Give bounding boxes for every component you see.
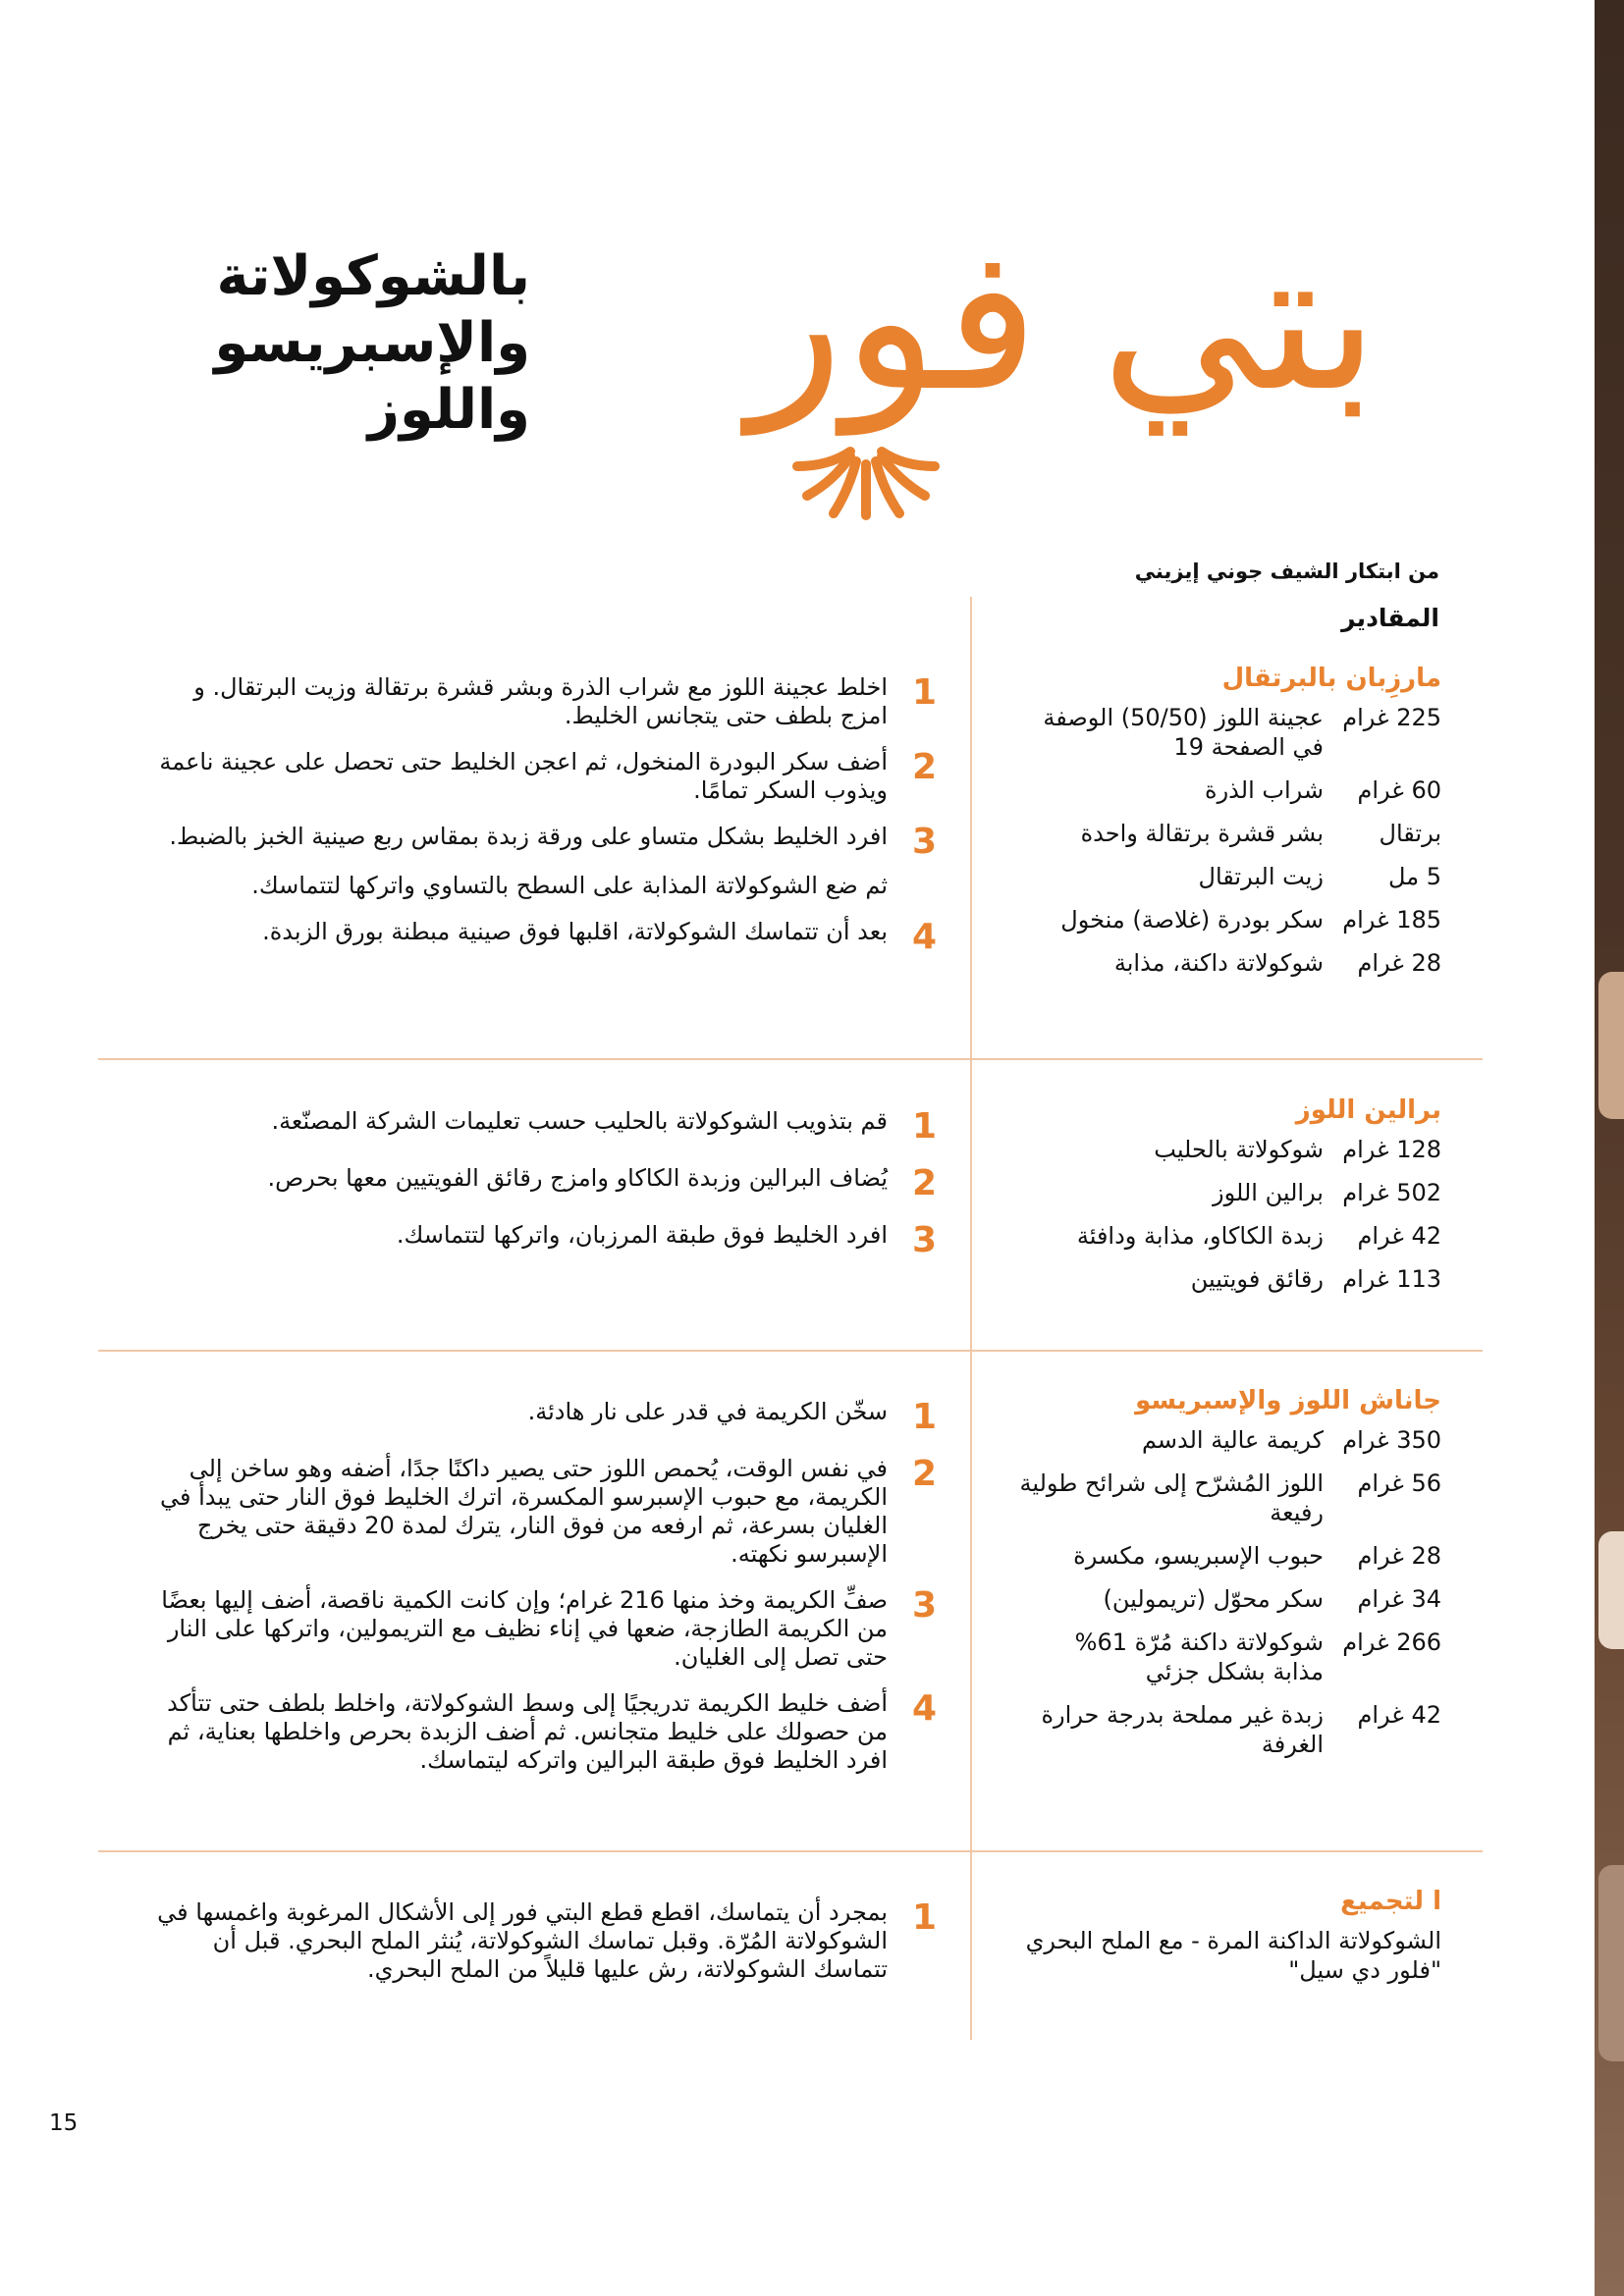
ingredient-name: برالين اللوز [1213, 1179, 1324, 1206]
section-title: ا لتجميع [1340, 1887, 1441, 1916]
ingredient-name: زيت البرتقال [1198, 863, 1324, 890]
ingredient-name: سكر بودرة (غلاصة) منخول [1060, 906, 1324, 934]
ingredient-name: اللوز المُشرّح إلى شرائح طولية رفيعة [1019, 1469, 1324, 1526]
ingredient-amount: 42 غرام [1357, 1701, 1441, 1729]
step [141, 918, 937, 957]
step-number: 1 [911, 672, 937, 713]
step-number: 1 [911, 1897, 937, 1938]
photo-detail [1598, 1531, 1624, 1649]
step-number: 4 [911, 1688, 937, 1729]
steps-list [141, 1898, 937, 2002]
ingredient-name: شوكولاتة بالحليب [1154, 1136, 1324, 1163]
step [141, 823, 937, 862]
ingredient-row [1009, 775, 1441, 805]
ingredient-name: سكر محوّل (تريمولين) [1103, 1585, 1324, 1613]
ingredient-row [1009, 1178, 1441, 1207]
step [141, 1586, 937, 1672]
step-continuation: ثم ضع الشوكولاتة المذابة على السطح بالتساوي واتركها لتتماسك. [251, 872, 888, 899]
step [141, 1689, 937, 1775]
step-text: بمجرد أن يتماسك، اقطع قطع البتي فور إلى الأشكال المرغوبة واغمسها في الشوكولاتة المُرّة. وقبل تماسك الشوكولاتة، يُنثر الملح البحري. قبل أن تتماسك الشوكولاتة، رش عليها قليلاً من الملح البحري. [157, 1898, 888, 1983]
ingredient-name: عجينة اللوز (50/50) الوصفة في الصفحة 19 [1043, 704, 1324, 761]
subtitle-line: واللوز [367, 378, 530, 442]
step-text: افرد الخليط بشكل متساو على ورقة زبدة بمقاس ربع صينية الخبز بالضبط. [169, 823, 888, 850]
step-text: قم بتذويب الشوكولاتة بالحليب حسب تعليمات الشركة المصنّعة. [271, 1107, 888, 1135]
section-divider [98, 1058, 1483, 1060]
ingredient-amount: 56 غرام [1357, 1469, 1441, 1497]
column-divider [970, 597, 972, 2040]
ingredient-row [1009, 819, 1441, 848]
step-text: افرد الخليط فوق طبقة المرزبان، واتركها لتتماسك. [396, 1221, 888, 1249]
ingredient-amount: 60 غرام [1357, 776, 1441, 804]
step-text: سخّن الكريمة في قدر على نار هادئة. [527, 1398, 888, 1425]
step-text: في نفس الوقت، يُحمص اللوز حتى يصير داكنًا جدًا، أضفه وهو ساخن إلى الكريمة، مع حبوب الإسبرسو المكسرة، اترك الخليط فوق النار حتى يبدأ في الغليان بسرعة، ثم ارفعه من فوق النار، يترك لمدة 20 دقيقة حتى يخرج الإسبرسو نكهته. [160, 1455, 888, 1568]
ingredient-name: شوكولاتة داكنة، مذابة [1113, 949, 1324, 977]
ingredient-row [1009, 1135, 1441, 1164]
step-number: 2 [911, 1163, 937, 1203]
ingredient-row [1009, 1628, 1441, 1686]
subtitle-line: والإسبريسو [214, 311, 530, 375]
main-title-lettering [681, 172, 1388, 525]
ingredient-row [1009, 862, 1441, 891]
step [141, 748, 937, 805]
steps-list [141, 1107, 937, 1278]
subtitle [137, 243, 530, 444]
ingredient-amount: برتقال [1379, 820, 1441, 847]
ingredients-list [1009, 1386, 1441, 1773]
step [141, 673, 937, 730]
step [141, 1898, 937, 1984]
ingredient-row [1009, 1584, 1441, 1614]
steps-list [141, 673, 937, 975]
ingredient-row [1009, 1541, 1441, 1571]
photo-detail [1598, 972, 1624, 1119]
step-number: 3 [911, 822, 937, 862]
section-divider [98, 1850, 1483, 1852]
ingredient-name: رقائق فويتيين [1190, 1265, 1324, 1293]
photo-edge-strip [1595, 0, 1624, 2296]
page-number: 15 [49, 2110, 79, 2136]
step-number: 3 [911, 1220, 937, 1260]
step-number: 2 [911, 747, 937, 787]
step-text: صفِّ الكريمة وخذ منها 216 غرام؛ وإن كانت الكمية ناقصة، أضف إليها بعضًا من الكريمة الطازجة، ضعها في إناء نظيف مع التريمولين، واتركها على النار حتى تصل إلى الغليان. [161, 1586, 888, 1671]
ingredient-name: حبوب الإسبريسو، مكسرة [1073, 1542, 1324, 1570]
main-title-text: بتي فور [748, 206, 1379, 435]
assembly-ingredients: الشوكولاتة الداكنة المرة - مع الملح البحري "فلور دي سيل" [1025, 1927, 1441, 1984]
ingredient-amount: 350 غرام [1342, 1426, 1441, 1454]
ingredient-amount: 502 غرام [1342, 1179, 1441, 1206]
ingredient-row [1009, 1425, 1441, 1455]
main-title [681, 172, 1388, 525]
step [141, 1398, 937, 1437]
ingredient-amount: 5 مل [1388, 863, 1441, 890]
step-text: يُضاف البرالين وزبدة الكاكاو وامزج رقائق الفويتيين معها بحرص. [267, 1164, 888, 1192]
ingredients-list [1009, 1887, 1441, 1985]
ingredient-row [1009, 703, 1441, 762]
ingredient-amount: 185 غرام [1342, 906, 1441, 934]
step-text: اخلط عجينة اللوز مع شراب الذرة وبشر قشرة برتقالة وزيت البرتقال. و امزج بلطف حتى يتجانس الخليط. [193, 673, 888, 729]
ingredient-name: بشر قشرة برتقالة واحدة [1080, 820, 1324, 847]
section-divider [98, 1350, 1483, 1352]
ingredients-list [1009, 1095, 1441, 1308]
section-title: جاناش اللوز والإسبريسو [1135, 1386, 1441, 1415]
ingredient-amount: 28 غرام [1357, 949, 1441, 977]
ingredient-amount: 225 غرام [1342, 704, 1441, 731]
ingredient-row [1009, 1468, 1441, 1527]
step [141, 1221, 937, 1260]
ingredient-name: زبدة غير مملحة بدرجة حرارة الغرفة [1041, 1701, 1324, 1758]
ingredients-list [1009, 664, 1441, 991]
chef-credit: من ابتكار الشيف جوني إيزيني [1134, 560, 1439, 583]
ingredient-amount: 42 غرام [1357, 1222, 1441, 1250]
step-number: 4 [911, 917, 937, 957]
step-number: 3 [911, 1585, 937, 1626]
step [141, 1164, 937, 1203]
ingredient-name: شراب الذرة [1205, 776, 1324, 804]
section-title: مارزِبان بالبرتقال [1221, 664, 1441, 693]
section-title: برالين اللوز [1295, 1095, 1441, 1125]
ingredient-amount: 266 غرام [1342, 1629, 1441, 1656]
ingredient-name: زبدة الكاكاو، مذابة ودافئة [1076, 1222, 1324, 1250]
ingredient-amount: 128 غرام [1342, 1136, 1441, 1163]
steps-list [141, 1398, 937, 1792]
ingredient-amount: 34 غرام [1357, 1585, 1441, 1613]
step-number: 1 [911, 1397, 937, 1437]
step-text: أضف سكر البودرة المنخول، ثم اعجن الخليط حتى تحصل على عجينة ناعمة ويذوب السكر تمامًا. [159, 748, 888, 804]
step-text: بعد أن تتماسك الشوكولاتة، اقلبها فوق صينية مبطنة بورق الزبدة. [262, 918, 888, 945]
ingredient-amount: 113 غرام [1342, 1265, 1441, 1293]
step-text: أضف خليط الكريمة تدريجيًا إلى وسط الشوكولاتة، واخلط بلطف حتى تتأكد من حصولك على خليط متجانس. ثم أضف الزبدة بحرص واخلطها بعناية، ثم افرد الخليط فوق طبقة البرالين واتركه ليتماسك. [167, 1689, 888, 1774]
ingredient-name: كريمة عالية الدسم [1141, 1426, 1324, 1454]
quantities-heading: المقادير [1341, 604, 1439, 632]
ingredient-row [1009, 1221, 1441, 1251]
ingredient-amount: 28 غرام [1357, 1542, 1441, 1570]
ingredient-row [1009, 1264, 1441, 1294]
sunburst-decoration [797, 452, 935, 515]
subtitle-line: بالشوكولاتة [216, 244, 530, 308]
ingredient-name: شوكولاتة داكنة مُرّة 61% مذابة بشكل جزئي [1074, 1629, 1324, 1685]
step-number: 1 [911, 1106, 937, 1147]
photo-detail [1598, 1865, 1624, 2061]
step [141, 1455, 937, 1569]
step [141, 1107, 937, 1147]
ingredient-row [1009, 1700, 1441, 1759]
step-number: 2 [911, 1454, 937, 1494]
ingredient-row [1009, 948, 1441, 978]
ingredient-row [1009, 905, 1441, 934]
